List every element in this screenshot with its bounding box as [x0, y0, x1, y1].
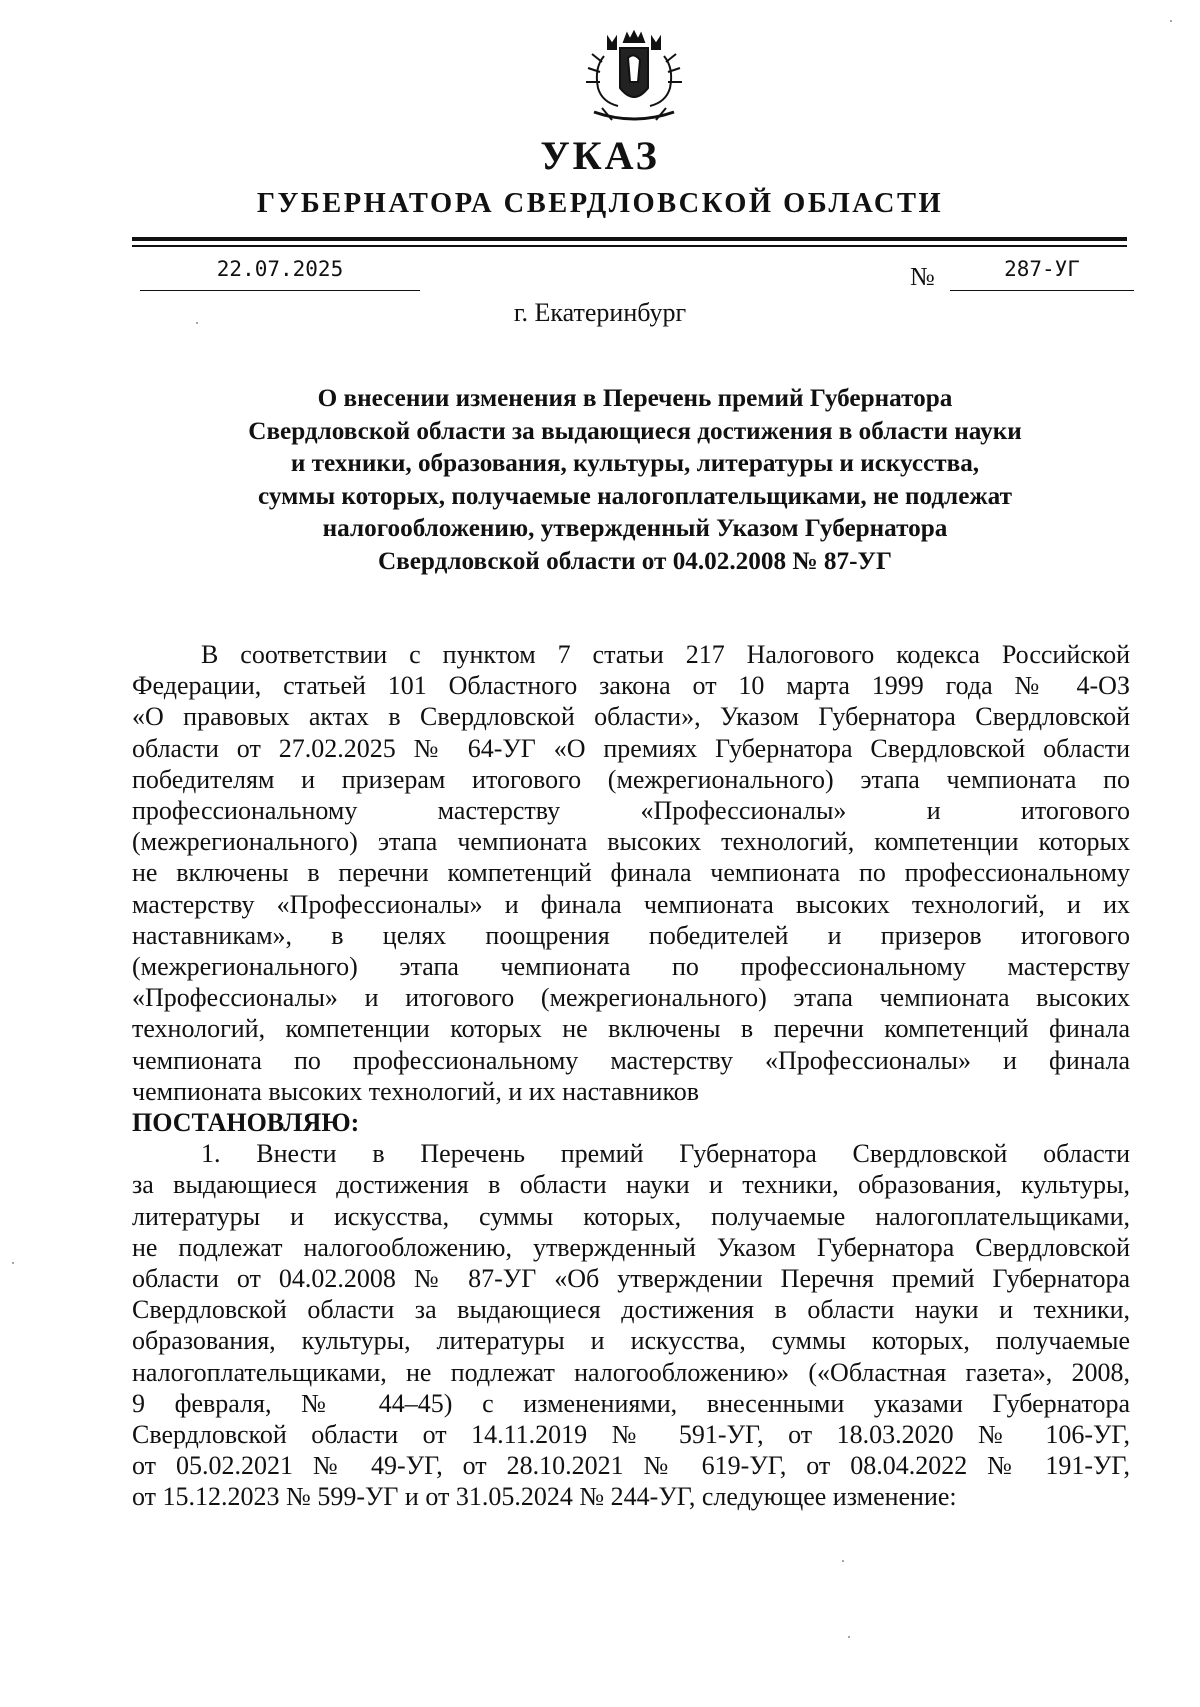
clause-line: литературы и искусства, суммы которых, получаемые налогоплательщиками,	[132, 1201, 1130, 1231]
preamble-line: чемпионата высоких технологий, и их наставников	[132, 1076, 700, 1106]
clause-line: 9 февраля, № 44–45) с изменениями, внесенными указами Губернатора	[132, 1388, 1130, 1418]
document-heading	[140, 383, 1130, 579]
clause-line: от 15.12.2023 № 599-УГ и от 31.05.2024 № 244-УГ, следующее изменение:	[132, 1482, 957, 1512]
preamble-line: победителям и призерам итогового (межрегионального) этапа чемпионата по	[132, 764, 1130, 794]
document-title: УКАЗ	[540, 133, 660, 178]
scan-speck	[1170, 20, 1172, 22]
heading-line: Свердловской области от 04.02.2008 № 87-УГ	[377, 547, 893, 575]
scan-speck	[848, 1636, 850, 1638]
preamble-line: Федерации, статьей 101 Областного закона от 10 марта 1999 года № 4-ОЗ	[132, 671, 1130, 701]
number-sign: №	[910, 262, 935, 291]
header-rule-thick	[132, 237, 1127, 241]
heading-line: О внесении изменения в Перечень премий Губернатора	[317, 385, 953, 412]
clause-line: не подлежат налогообложению, утвержденный Указом Губернатора Свердловской	[132, 1232, 1130, 1262]
coat-of-arms-emblem	[572, 28, 696, 130]
document-date: 22.07.2025	[140, 257, 420, 291]
clause-line: Свердловской области от 14.11.2019 № 591-УГ, от 18.03.2020 № 106-УГ,	[132, 1420, 1130, 1450]
document-body	[132, 639, 1130, 1513]
clause-line: от 05.02.2021 № 49-УГ, от 28.10.2021 № 619-УГ, от 08.04.2022 № 191-УГ,	[132, 1451, 1130, 1481]
preamble-line: не включены в перечни компетенций финала чемпионата по профессиональному	[132, 858, 1130, 888]
clause-line: образования, культуры, литературы и искусства, суммы которых, получаемые	[132, 1326, 1130, 1356]
clause-line: области от 04.02.2008 № 87-УГ «Об утверждении Перечня премий Губернатора	[132, 1264, 1130, 1294]
scan-speck	[12, 1262, 14, 1264]
preamble-line: (межрегионального) этапа чемпионата по профессиональному мастерству	[132, 952, 1130, 982]
document-city: г. Екатеринбург	[513, 298, 687, 327]
preamble-line: чемпионата по профессиональному мастерству «Профессионалы» и финала	[132, 1045, 1130, 1075]
preamble-line: технологий, компетенции которых не включены в перечни компетенций финала	[132, 1014, 1130, 1044]
clause-line: Свердловской области за выдающиеся достижения в области науки и техники,	[132, 1295, 1130, 1325]
preamble-line: области от 27.02.2025 № 64-УГ «О премиях Губернатора Свердловской области	[132, 733, 1130, 763]
heading-line: и техники, образования, культуры, литературы и искусства,	[290, 450, 980, 478]
heading-line: суммы которых, получаемые налогоплательщиками, не подлежат	[258, 482, 1012, 510]
heading-line: налогообложению, утвержденный Указом Губернатора	[322, 515, 948, 543]
scan-speck	[196, 322, 198, 324]
preamble-line: «Профессионалы» и итогового (межрегионального) этапа чемпионата высоких	[132, 983, 1130, 1013]
preamble-line: мастерству «Профессионалы» и финала чемпионата высоких технологий, и их	[132, 889, 1130, 919]
decree-word: ПОСТАНОВЛЯЮ:	[132, 1108, 360, 1138]
document-number: 287-УГ	[950, 257, 1134, 291]
clause-line: 1. Внести в Перечень премий Губернатора Свердловской области	[201, 1139, 1130, 1169]
preamble-line: «О правовых актах в Свердловской области», Указом Губернатора Свердловской	[132, 702, 1130, 732]
clause-line: за выдающиеся достижения в области науки и техники, образования, культуры,	[132, 1170, 1130, 1200]
preamble-line: наставникам», в целях поощрения победителей и призеров итогового	[132, 920, 1130, 950]
clause-line: налогоплательщиками, не подлежат налогообложению» («Областная газета», 2008,	[132, 1357, 1130, 1387]
preamble-line: (межрегионального) этапа чемпионата высоких технологий, компетенции которых	[132, 827, 1130, 857]
scan-speck	[842, 1560, 844, 1562]
preamble-line: профессиональному мастерству «Профессионалы» и итогового	[132, 796, 1130, 826]
header-rule-thin	[132, 245, 1127, 247]
heading-line: Свердловской области за выдающиеся достижения в области науки	[248, 417, 1022, 445]
document-issuer: ГУБЕРНАТОРА СВЕРДЛОВСКОЙ ОБЛАСТИ	[256, 188, 944, 219]
preamble-line: В соответствии с пунктом 7 статьи 217 Налогового кодекса Российской	[201, 640, 1130, 669]
